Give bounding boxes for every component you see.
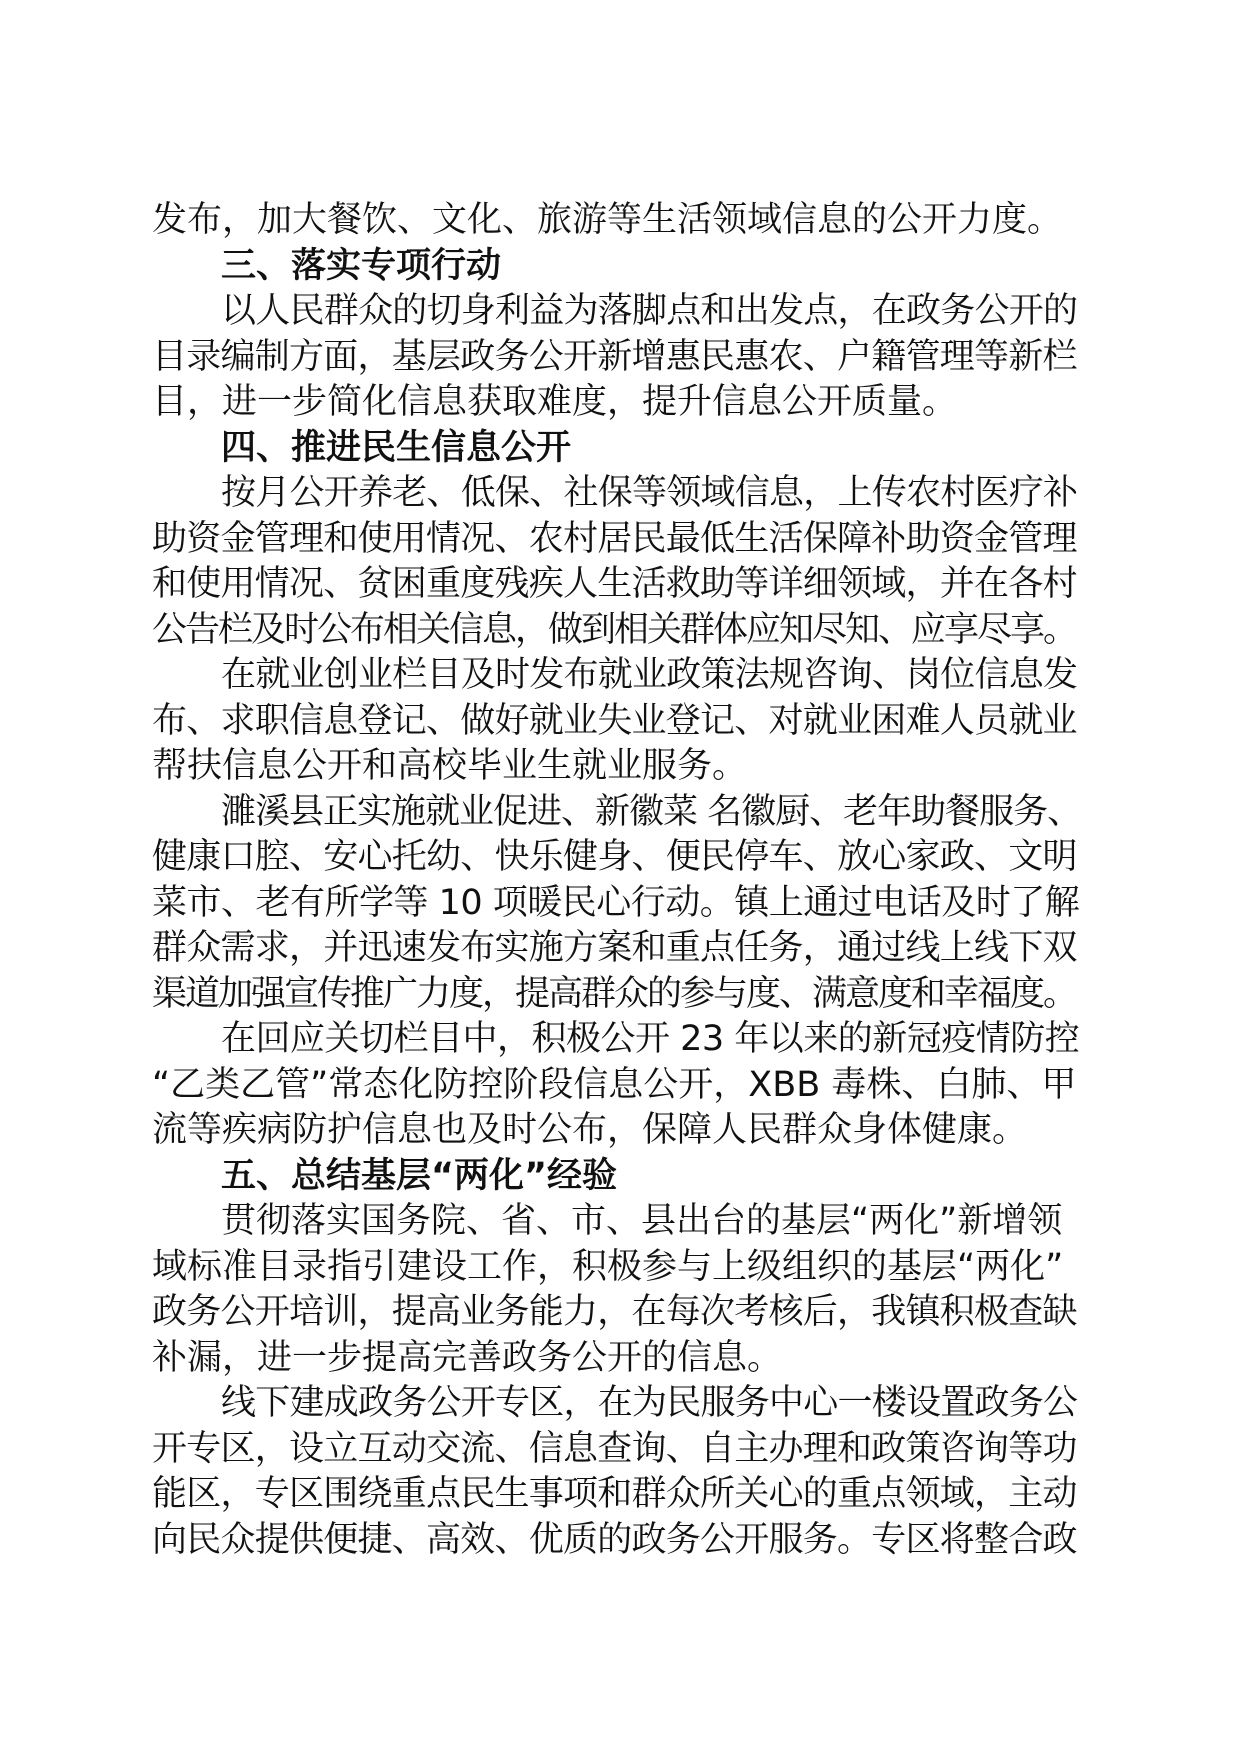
text-line: 目录编制方面，基层政务公开新增惠民惠农、户籍管理等新栏 — [152, 336, 1077, 377]
text-line: 布、求职信息登记、做好就业失业登记、对就业困难人员就业 — [152, 700, 1077, 741]
text-line: 菜市、老有所学等 10 项暖民心行动。镇上通过电话及时了解 — [152, 882, 1080, 923]
text-line: 贯彻落实国务院、省、市、县出台的基层“两化”新增领 — [221, 1201, 1063, 1241]
text-line: 群众需求，并迅速发布实施方案和重点任务，通过线上线下双 — [152, 928, 1077, 968]
text-line: 濉溪县正实施就业促进、新徽菜 名徽厨、老年助餐服务、 — [221, 791, 1082, 832]
text-line: 向民众提供便捷、高效、优质的政务公开服务。专区将整合政 — [152, 1519, 1077, 1560]
section-heading: 四、推进民生信息公开 — [221, 427, 572, 468]
text-line: 能区，专区围绕重点民生事项和群众所关心的重点领域，主动 — [152, 1474, 1077, 1514]
text-line: 健康口腔、安心托幼、快乐健身、便民停车、放心家政、文明 — [152, 837, 1077, 877]
text-line: 目，进一步简化信息获取难度，提升信息公开质量。 — [152, 382, 958, 422]
document-body — [152, 198, 1082, 1563]
text-line: 渠道加强宣传推广力度，提高群众的参与度、满意度和幸福度。 — [152, 973, 1077, 1014]
text-line: 补漏，进一步提高完善政务公开的信息。 — [152, 1337, 783, 1378]
text-line: “乙类乙管”常态化防控阶段信息公开，XBB 毒株、白肺、甲 — [152, 1064, 1077, 1105]
text-line: 域标准目录指引建设工作，积极参与上级组织的基层“两化” — [152, 1246, 1064, 1287]
text-line: 以人民群众的切身利益为落脚点和出发点，在政务公开的 — [221, 291, 1078, 331]
text-line: 在就业创业栏目及时发布就业政策法规咨询、岗位信息发 — [221, 655, 1078, 695]
text-line: 线下建成政务公开专区，在为民服务中心一楼设置政务公 — [221, 1383, 1078, 1423]
section-heading: 五、总结基层“两化”经验 — [221, 1155, 618, 1196]
section-heading: 三、落实专项行动 — [221, 245, 502, 286]
text-line: 发布，加大餐饮、文化、旅游等生活领域信息的公开力度。 — [152, 200, 1063, 240]
text-line: 公告栏及时公布相关信息，做到相关群体应知尽知、应享尽享。 — [152, 609, 1077, 650]
text-line: 按月公开养老、低保、社保等领域信息，上传农村医疗补 — [221, 473, 1078, 513]
text-line: 助资金管理和使用情况、农村居民最低生活保障补助资金管理 — [152, 518, 1077, 559]
text-line: 政务公开培训，提高业务能力，在每次考核后，我镇积极查缺 — [152, 1292, 1077, 1332]
text-line: 在回应关切栏目中，积极公开 23 年以来的新冠疫情防控 — [221, 1019, 1080, 1059]
text-line: 和使用情况、贫困重度残疾人生活救助等详细领域，并在各村 — [152, 564, 1077, 604]
text-line: 帮扶信息公开和高校毕业生就业服务。 — [152, 746, 748, 786]
text-line: 开专区，设立互动交流、信息查询、自主办理和政策咨询等功 — [152, 1428, 1077, 1469]
text-line: 流等疾病防护信息也及时公布，保障人民群众身体健康。 — [152, 1110, 1028, 1150]
